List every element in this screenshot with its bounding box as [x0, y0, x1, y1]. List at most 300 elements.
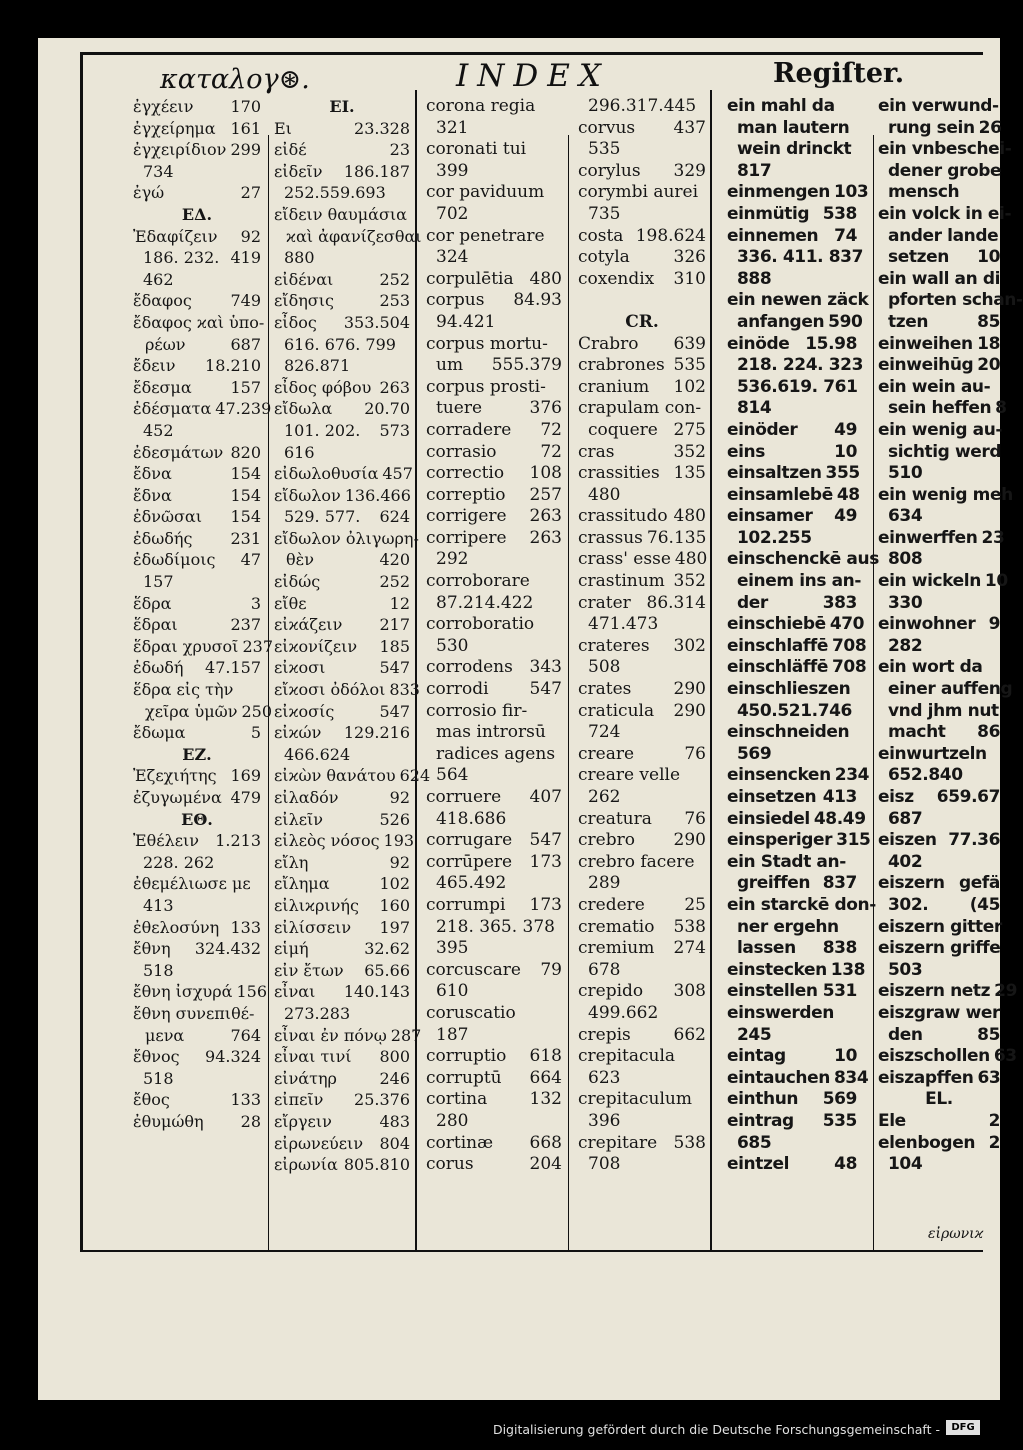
entry-term: εἰλιϰρινής — [274, 895, 359, 915]
index-entry — [426, 398, 562, 420]
column-divider — [568, 135, 569, 1250]
index-entry — [727, 852, 857, 874]
entry-term: corruptū — [426, 1067, 502, 1088]
entry-page-number: 547 — [379, 701, 410, 721]
index-entry — [878, 1025, 1000, 1047]
entry-term: ein mahl da — [727, 96, 835, 116]
entry-page-number: 555.379 — [491, 355, 562, 376]
entry-term: einwohner — [878, 614, 976, 635]
entry-term: 252.559.693 — [284, 183, 386, 203]
entry-term: ἔθνη — [133, 939, 171, 959]
entry-page-number: 376 — [529, 398, 562, 419]
entry-term: corrasio — [426, 441, 497, 462]
entry-term: 518 — [143, 1068, 174, 1088]
index-entry — [878, 226, 1000, 248]
index-entry — [133, 852, 261, 874]
entry-page-number: 299 — [230, 140, 261, 160]
index-entry — [727, 722, 857, 744]
entry-page-number: 161 — [230, 118, 261, 138]
entry-term: ἐδωδίμοις — [133, 550, 216, 570]
entry-term: 610 — [436, 981, 469, 1002]
entry-page-number: 86.314 — [646, 592, 706, 613]
entry-page-number: 352 — [673, 571, 706, 592]
section-heading — [133, 204, 261, 226]
index-entry — [878, 657, 1000, 679]
entry-term: ein wickeln — [878, 571, 981, 592]
entry-term: εἶδος — [274, 312, 317, 332]
entry-page-number: 94.324 — [205, 1047, 261, 1067]
entry-term: einweihūg — [878, 355, 974, 376]
entry-term: εἰπεῖν — [274, 1090, 324, 1110]
index-entry — [878, 1068, 1000, 1090]
index-entry — [727, 226, 857, 248]
entry-term: um — [436, 355, 464, 376]
index-entry — [133, 657, 261, 679]
entry-term: corpulētia — [426, 268, 514, 289]
entry-page-number: 169 — [230, 766, 261, 786]
index-entry — [426, 765, 562, 787]
entry-page-number: 12 — [389, 593, 410, 613]
entry-page-number: 25 — [684, 894, 706, 915]
entry-page-number: 18 — [977, 333, 1000, 354]
entry-page-number: 480 — [673, 506, 706, 527]
index-entry — [727, 139, 857, 161]
entry-page-number: 140.143 — [343, 982, 410, 1002]
entry-page-number: 764 — [230, 1025, 261, 1045]
entry-page-number: 257 — [529, 484, 562, 505]
index-entry — [578, 722, 706, 744]
latin-index-column-1 — [426, 96, 562, 1176]
index-entry — [274, 722, 410, 744]
index-entry — [426, 701, 562, 723]
entry-term: εἴδησις — [274, 291, 334, 311]
entry-term: crastinum — [578, 571, 665, 592]
entry-page-number: 27 — [240, 183, 261, 203]
index-entry — [133, 226, 261, 248]
index-entry — [727, 118, 857, 140]
index-entry — [274, 355, 410, 377]
entry-page-number: 569 — [822, 1089, 857, 1110]
entry-term: 452 — [143, 420, 174, 440]
index-entry — [727, 1046, 857, 1068]
entry-term: tuere — [436, 398, 483, 419]
index-entry — [426, 809, 562, 831]
entry-term: εἴλη — [274, 852, 309, 872]
entry-page-number: 48 — [836, 484, 860, 505]
entry-term: 530 — [436, 635, 469, 656]
entry-page-number: 20 — [977, 355, 1001, 376]
entry-term: corruere — [426, 787, 502, 807]
entry-term: coruscatio — [426, 1002, 516, 1023]
index-entry — [133, 1003, 261, 1025]
entry-term: 104 — [888, 1154, 923, 1175]
entry-term: wein drinckt — [737, 139, 852, 160]
index-entry — [274, 334, 410, 356]
index-entry — [578, 139, 706, 161]
entry-page-number: 103 — [834, 182, 869, 203]
entry-page-number: 263 — [529, 506, 562, 527]
entry-page-number: 668 — [529, 1132, 562, 1153]
entry-term: ἔδεσμα — [133, 377, 192, 397]
entry-page-number: 23.328 — [354, 118, 410, 138]
catchword: εἰρωνιϰ — [928, 1226, 984, 1242]
index-entry — [578, 398, 706, 420]
entry-page-number: 197 — [379, 917, 410, 937]
header-index-title: INDEX — [456, 58, 610, 94]
entry-page-number: 590 — [828, 311, 863, 332]
entry-term: 634 — [888, 506, 923, 527]
entry-page-number: 25.376 — [354, 1090, 410, 1110]
index-entry — [878, 203, 1012, 226]
index-entry — [578, 636, 706, 658]
entry-page-number: 32.62 — [364, 939, 410, 959]
entry-term: εἰϰοσι — [274, 658, 326, 678]
entry-term: crabrones — [578, 355, 665, 376]
entry-term: 228. 262 — [143, 852, 215, 872]
entry-page-number: (45 — [969, 894, 1000, 915]
entry-page-number: 252 — [379, 572, 410, 592]
entry-term: ἐθυμώθη — [133, 1111, 204, 1131]
index-entry — [878, 960, 1000, 982]
entry-page-number: 526 — [379, 809, 410, 829]
entry-page-number: 290 — [673, 700, 706, 721]
entry-term: EL. — [925, 1089, 953, 1110]
index-entry — [578, 420, 706, 442]
entry-term: ein verwund- — [878, 96, 999, 116]
entry-term: correctio — [426, 463, 505, 484]
entry-term: eintauchen — [727, 1067, 830, 1088]
entry-page-number: 204 — [529, 1154, 562, 1175]
index-entry — [426, 614, 562, 636]
entry-term: crepitacula — [578, 1046, 676, 1067]
index-entry — [578, 614, 706, 636]
index-entry — [578, 506, 706, 528]
entry-page-number: 5 — [250, 723, 261, 743]
index-entry — [426, 549, 562, 571]
entry-term: einsaltzen — [727, 463, 822, 484]
index-entry — [878, 182, 1000, 204]
index-entry — [578, 1003, 706, 1025]
index-entry — [274, 485, 410, 507]
index-entry — [274, 1154, 410, 1176]
entry-page-number: 263 — [379, 377, 410, 397]
index-entry — [133, 765, 261, 787]
entry-term: einstellen — [727, 981, 818, 1002]
index-entry — [274, 895, 410, 917]
entry-page-number: 413 — [822, 787, 857, 807]
index-entry — [727, 981, 857, 1003]
index-entry — [426, 355, 562, 377]
entry-term: crepitare — [578, 1132, 658, 1153]
entry-term: ein wort da — [878, 657, 983, 678]
index-entry — [878, 722, 1000, 744]
index-entry — [878, 917, 1000, 939]
entry-term: 450.521.746 — [737, 700, 852, 721]
entry-term: coronati tui — [426, 139, 527, 160]
entry-term: crates — [578, 679, 632, 700]
entry-term: εἰϰάζειν — [274, 615, 343, 635]
footer-credit: Digitalisierung gefördert durch die Deutsche Forschungsgemeinschaft - — [492, 1422, 940, 1437]
entry-term: 817 — [737, 160, 772, 181]
entry-term: eiszen — [878, 830, 937, 851]
index-entry — [133, 938, 261, 960]
index-entry — [878, 527, 1005, 550]
entry-page-number: 302 — [673, 635, 706, 656]
entry-term: greiffen — [737, 873, 811, 894]
entry-page-number: 838 — [822, 938, 857, 959]
entry-term: einschlaffē — [727, 635, 828, 656]
index-entry — [578, 852, 706, 874]
index-entry — [274, 830, 415, 852]
entry-page-number: 805.810 — [343, 1155, 410, 1175]
entry-term: 280 — [436, 1110, 469, 1131]
index-entry — [578, 895, 706, 917]
entry-term: εἶναι τινί — [274, 1047, 352, 1067]
index-entry — [727, 484, 860, 507]
index-entry — [878, 1003, 1000, 1025]
entry-term: craticula — [578, 700, 655, 721]
index-entry — [133, 1089, 261, 1111]
index-entry — [878, 809, 1000, 831]
entry-term: 292 — [436, 549, 469, 570]
index-entry — [274, 1046, 410, 1068]
index-entry — [727, 593, 857, 615]
entry-term: einsencken — [727, 765, 831, 786]
entry-page-number: 77.36 — [948, 830, 1000, 851]
index-entry — [878, 938, 1000, 960]
entry-term: eiszern — [878, 873, 945, 894]
entry-term: ἕδραι — [133, 615, 178, 635]
entry-page-number: 687 — [230, 334, 261, 354]
entry-term: einwurtzeln — [878, 743, 987, 764]
entry-term: corrumpi — [426, 894, 506, 915]
entry-page-number: 23 — [389, 140, 410, 160]
index-entry — [578, 485, 706, 507]
entry-page-number: 49 — [834, 506, 857, 527]
entry-page-number: 72 — [540, 419, 562, 440]
entry-term: 218. 224. 323 — [737, 355, 864, 376]
index-entry — [578, 593, 706, 615]
entry-term: creare velle — [578, 765, 681, 786]
index-entry — [426, 830, 562, 852]
index-entry — [133, 182, 261, 204]
entry-page-number: 8 — [995, 398, 1007, 419]
entry-term: creatura — [578, 808, 652, 829]
entry-page-number: 10 — [984, 571, 1008, 592]
entry-term: ϰαὶ ἀφανίζεσθαι — [286, 226, 422, 246]
entry-term: 245 — [737, 1024, 772, 1045]
entry-term: 273.283 — [284, 1003, 351, 1023]
entry-term: man lautern — [737, 117, 850, 138]
index-entry — [578, 1068, 706, 1090]
entry-term: einnemen — [727, 225, 819, 246]
column-divider — [873, 135, 874, 1250]
index-entry — [426, 312, 562, 334]
index-entry — [426, 938, 562, 960]
index-entry — [727, 334, 857, 356]
entry-term: ein Stadt an- — [727, 851, 846, 872]
index-entry — [878, 593, 1000, 615]
entry-term: tzen — [888, 311, 929, 332]
entry-page-number: 352 — [673, 441, 706, 462]
index-entry — [426, 917, 562, 939]
entry-page-number: 10 — [834, 441, 857, 462]
entry-page-number: 383 — [822, 592, 857, 613]
index-entry — [274, 852, 410, 874]
entry-term: crapulam con- — [578, 398, 702, 419]
index-entry — [727, 1154, 857, 1176]
entry-page-number: 253 — [379, 291, 410, 311]
index-entry — [133, 506, 261, 528]
entry-term: 503 — [888, 959, 923, 980]
entry-term: 536.619. 761 — [737, 376, 858, 397]
entry-term: einschläffē — [727, 657, 828, 678]
index-entry — [133, 334, 261, 356]
entry-term: ein starckē don- — [727, 894, 876, 915]
entry-page-number: 708 — [831, 635, 867, 656]
entry-term: corus — [426, 1154, 474, 1175]
entry-term: 413 — [143, 895, 174, 915]
entry-term: correptio — [426, 484, 506, 505]
index-entry — [274, 463, 413, 485]
index-entry — [133, 830, 261, 852]
index-entry — [727, 463, 860, 485]
index-entry — [274, 442, 410, 464]
entry-term: einöder — [727, 419, 798, 440]
entry-term: einsiedel — [727, 808, 810, 829]
entry-term: einmengen — [727, 182, 831, 203]
entry-term: Ele — [878, 1110, 906, 1131]
index-entry — [426, 679, 562, 701]
index-entry — [727, 311, 863, 334]
entry-term: 808 — [888, 549, 923, 570]
index-entry — [274, 118, 410, 140]
index-entry — [133, 355, 261, 377]
index-entry — [878, 506, 1000, 528]
index-entry — [578, 377, 706, 399]
entry-page-number: 547 — [379, 658, 410, 678]
entry-term: einwerffen — [878, 527, 978, 548]
entry-page-number: 49 — [834, 419, 857, 440]
entry-page-number: 48 — [834, 1154, 857, 1175]
entry-page-number: 355 — [825, 463, 860, 484]
index-entry — [426, 722, 562, 744]
index-entry — [578, 528, 706, 550]
entry-page-number: 618 — [529, 1046, 562, 1067]
entry-term: corroboratio — [426, 614, 535, 635]
index-entry — [426, 420, 562, 442]
entry-term: 282 — [888, 635, 923, 656]
index-entry — [727, 420, 857, 442]
entry-term: einer auffeng — [888, 679, 1013, 700]
entry-term: crassities — [578, 463, 660, 484]
entry-term: coquere — [588, 419, 658, 440]
entry-term: ΕΘ. — [181, 809, 213, 829]
entry-term: ner ergehn — [737, 916, 839, 937]
entry-term: 888 — [737, 268, 772, 289]
entry-page-number: 133 — [230, 1090, 261, 1110]
index-entry — [426, 593, 562, 615]
index-entry — [274, 593, 410, 615]
index-entry — [426, 1089, 562, 1111]
index-entry — [133, 247, 261, 269]
entry-page-number: 419 — [230, 248, 261, 268]
entry-term: ἐθεμέλιωσε με — [133, 874, 251, 894]
entry-page-number: 538 — [673, 916, 706, 937]
entry-term: einsperiger — [727, 830, 833, 851]
german-register-column-2 — [878, 96, 1023, 1176]
index-entry — [878, 1111, 1000, 1133]
entry-page-number: 157 — [230, 377, 261, 397]
entry-term: sein heffen — [888, 398, 992, 419]
index-entry — [578, 960, 706, 982]
entry-term: eiszern griffe — [878, 938, 1001, 959]
entry-term: 262 — [588, 787, 621, 807]
index-entry — [578, 981, 706, 1003]
entry-term: εἰλίσσειν — [274, 917, 352, 937]
entry-term: corvus — [578, 117, 636, 138]
index-entry — [878, 463, 1000, 485]
index-entry — [878, 290, 1023, 312]
index-entry — [727, 701, 857, 723]
index-entry — [878, 118, 1000, 140]
entry-term: crater — [578, 592, 631, 613]
index-entry — [578, 1154, 706, 1176]
entry-page-number: 353.504 — [343, 312, 410, 332]
index-entry — [578, 830, 706, 852]
entry-term: εἴδωλον ὀλιγωρη- — [274, 528, 419, 548]
entry-term: 462 — [143, 269, 174, 289]
entry-term: corruptio — [426, 1046, 507, 1067]
entry-page-number: 132 — [529, 1089, 562, 1110]
index-entry — [133, 679, 261, 701]
index-entry — [578, 765, 706, 787]
index-entry — [878, 377, 1000, 399]
index-entry — [727, 1089, 857, 1111]
entry-term: 94.421 — [436, 311, 496, 332]
entry-term: 687 — [888, 808, 923, 829]
entry-page-number: 47 — [240, 550, 261, 570]
entry-term: crateres — [578, 635, 650, 656]
entry-term: corcuscare — [426, 959, 521, 980]
entry-term: einem ins an- — [737, 571, 862, 592]
entry-term: 330 — [888, 592, 923, 613]
entry-term: pforten schan- — [888, 290, 1023, 311]
entry-term: einsamer — [727, 506, 813, 527]
entry-page-number: 470 — [829, 614, 865, 635]
entry-term: 218. 365. 378 — [436, 916, 555, 937]
index-entry — [426, 506, 562, 528]
index-entry — [578, 701, 706, 723]
entry-page-number: 624 — [399, 766, 431, 786]
entry-term: 336. 411. 837 — [737, 247, 864, 268]
entry-page-number: 315 — [836, 830, 871, 851]
entry-term: radices agens — [436, 743, 556, 764]
entry-term: εἴθε — [274, 593, 307, 613]
index-entry — [133, 593, 261, 615]
entry-term: einschlieszen — [727, 679, 851, 700]
index-entry — [426, 269, 562, 291]
entry-page-number: 308 — [673, 981, 706, 1002]
entry-page-number: 287 — [390, 1025, 422, 1045]
entry-term: εἰλαδόν — [274, 788, 339, 807]
entry-term: ΕΙ. — [329, 97, 355, 116]
entry-page-number: 108 — [529, 463, 562, 484]
entry-page-number: 29 — [994, 981, 1018, 1002]
entry-page-number: 48.49 — [813, 808, 866, 829]
index-entry — [727, 182, 869, 204]
entry-term: 402 — [888, 851, 923, 872]
